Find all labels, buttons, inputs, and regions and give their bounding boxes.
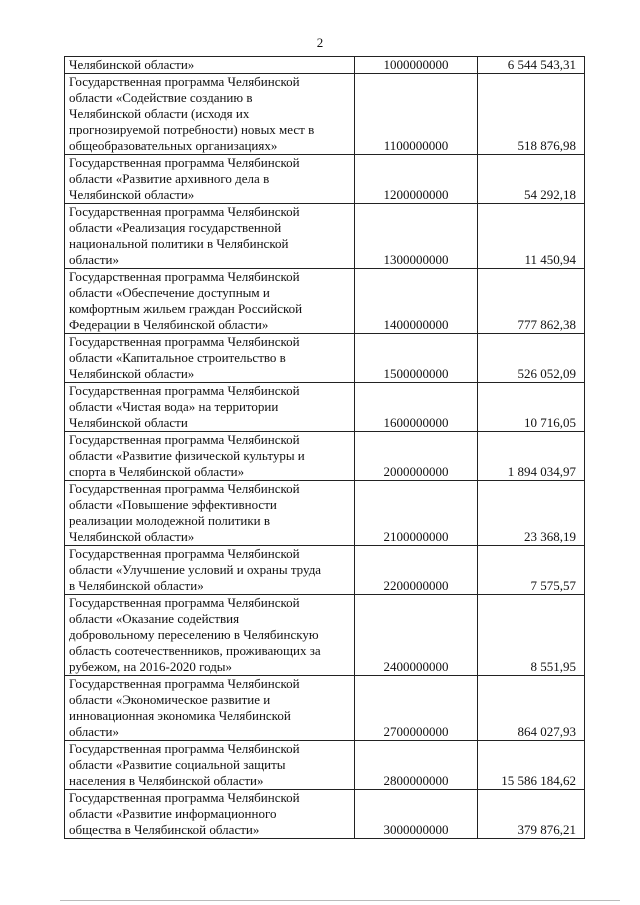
- program-name-line: Федерации в Челябинской области»: [69, 317, 269, 332]
- program-code: 1500000000: [383, 366, 449, 381]
- table-row: [65, 595, 585, 676]
- program-name-cell: [65, 432, 355, 481]
- program-code-cell: [355, 74, 478, 155]
- amount-value: 864 027,93: [517, 724, 576, 739]
- program-name-line: области «Капитальное строительство в: [69, 350, 286, 365]
- program-code-cell: [355, 204, 478, 269]
- program-name-line: рубежом, на 2016-2020 годы»: [69, 659, 233, 674]
- program-name-line: Государственная программа Челябинской: [69, 481, 300, 496]
- program-name-line: области «Развитие физической культуры и: [69, 448, 305, 463]
- program-name-line: Челябинской области: [69, 415, 188, 430]
- program-name-line: инновационная экономика Челябинской: [69, 708, 291, 723]
- program-name-line: Челябинской области»: [69, 529, 195, 544]
- program-name-line: области «Экономическое развитие и: [69, 692, 271, 707]
- amount-cell: [478, 790, 585, 839]
- program-name-line: Государственная программа Челябинской: [69, 432, 300, 447]
- program-name-cell: [65, 595, 355, 676]
- program-code-cell: [355, 57, 478, 74]
- amount-value: 15 586 184,62: [501, 773, 576, 788]
- program-code-cell: [355, 676, 478, 741]
- program-code-cell: [355, 383, 478, 432]
- program-name-line: область соотечественников, проживающих за: [69, 643, 321, 658]
- program-name-line: комфортным жильем граждан Российской: [69, 301, 303, 316]
- amount-value: 7 575,57: [530, 578, 576, 593]
- program-name-line: Государственная программа Челябинской: [69, 155, 300, 170]
- program-code-cell: [355, 595, 478, 676]
- program-name-line: области «Развитие информационного: [69, 806, 277, 821]
- program-name-line: области «Оказание содействия: [69, 611, 240, 626]
- table-row: [65, 74, 585, 155]
- program-name-line: Государственная программа Челябинской: [69, 790, 300, 805]
- amount-cell: [478, 595, 585, 676]
- table-row: [65, 155, 585, 204]
- program-name-line: Государственная программа Челябинской: [69, 269, 300, 284]
- program-name-line: Государственная программа Челябинской: [69, 741, 300, 756]
- program-name-line: населения в Челябинской области»: [69, 773, 264, 788]
- program-name-line: области «Повышение эффективности: [69, 497, 277, 512]
- program-code: 2000000000: [383, 464, 449, 479]
- program-code: 1400000000: [383, 317, 449, 332]
- amount-value: 518 876,98: [517, 138, 576, 153]
- amount-value: 6 544 543,31: [507, 57, 576, 72]
- table-row: [65, 383, 585, 432]
- table-row: [65, 334, 585, 383]
- program-name-line: Челябинской области»: [69, 187, 195, 202]
- program-name-line: области «Развитие архивного дела в: [69, 171, 270, 186]
- program-code-cell: [355, 741, 478, 790]
- program-name-line: Государственная программа Челябинской: [69, 595, 300, 610]
- amount-cell: [478, 546, 585, 595]
- amount-value: 10 716,05: [524, 415, 576, 430]
- program-code: 1200000000: [383, 187, 449, 202]
- program-code: 1000000000: [383, 57, 449, 72]
- program-code-cell: [355, 481, 478, 546]
- program-name-cell: [65, 204, 355, 269]
- program-code-cell: [355, 334, 478, 383]
- program-name-line: добровольному переселению в Челябинскую: [69, 627, 319, 642]
- program-name-line: прогнозируемой потребности) новых мест в: [69, 122, 315, 137]
- amount-cell: [478, 676, 585, 741]
- program-name-line: Государственная программа Челябинской: [69, 204, 300, 219]
- program-code-cell: [355, 432, 478, 481]
- program-name-line: области «Содействие созданию в: [69, 90, 253, 105]
- program-name-line: Государственная программа Челябинской: [69, 74, 300, 89]
- program-code-cell: [355, 790, 478, 839]
- amount-value: 8 551,95: [530, 659, 576, 674]
- program-code: 2700000000: [383, 724, 449, 739]
- program-name-cell: [65, 790, 355, 839]
- program-name-line: области»: [69, 724, 119, 739]
- program-code: 2800000000: [383, 773, 449, 788]
- amount-value: 379 876,21: [517, 822, 576, 837]
- table-row: [65, 269, 585, 334]
- program-name-line: реализации молодежной политики в: [69, 513, 271, 528]
- program-name-line: Челябинской области»: [69, 366, 195, 381]
- program-code-cell: [355, 269, 478, 334]
- program-code: 1100000000: [383, 138, 449, 153]
- amount-value: 526 052,09: [517, 366, 576, 381]
- table-row: [65, 204, 585, 269]
- program-name-cell: [65, 546, 355, 595]
- program-name-line: национальной политики в Челябинской: [69, 236, 289, 251]
- program-name-line: общеобразовательных организациях»: [69, 138, 278, 153]
- amount-cell: [478, 57, 585, 74]
- program-name-line: Государственная программа Челябинской: [69, 334, 300, 349]
- page-number: 2: [316, 35, 324, 50]
- amount-cell: [478, 269, 585, 334]
- program-name-line: области «Улучшение условий и охраны труда: [69, 562, 322, 577]
- program-name-cell: [65, 155, 355, 204]
- amount-value: 54 292,18: [524, 187, 576, 202]
- amount-cell: [478, 334, 585, 383]
- program-name-cell: [65, 383, 355, 432]
- program-name-line: в Челябинской области»: [69, 578, 204, 593]
- table-row: [65, 546, 585, 595]
- program-code: 2200000000: [383, 578, 449, 593]
- amount-value: 1 894 034,97: [507, 464, 576, 479]
- amount-value: 23 368,19: [524, 529, 576, 544]
- program-code: 2400000000: [383, 659, 449, 674]
- program-name-line: области «Развитие социальной защиты: [69, 757, 286, 772]
- amount-cell: [478, 741, 585, 790]
- amount-value: 777 862,38: [517, 317, 576, 332]
- program-name-line: области «Обеспечение доступным и: [69, 285, 270, 300]
- amount-cell: [478, 432, 585, 481]
- program-name-line: области «Реализация государственной: [69, 220, 282, 235]
- budget-table: [64, 56, 585, 839]
- program-name-cell: [65, 676, 355, 741]
- program-name-line: спорта в Челябинской области»: [69, 464, 245, 479]
- program-name-line: Челябинской области (исходя их: [69, 106, 250, 121]
- program-name-line: Государственная программа Челябинской: [69, 546, 300, 561]
- program-name-cell: [65, 269, 355, 334]
- table-row: [65, 481, 585, 546]
- program-name-line: области «Чистая вода» на территории: [69, 399, 279, 414]
- program-code: 1600000000: [383, 415, 449, 430]
- program-code: 2100000000: [383, 529, 449, 544]
- table-row: [65, 790, 585, 839]
- amount-value: 11 450,94: [524, 252, 576, 267]
- scan-edge-line: [60, 900, 620, 901]
- amount-cell: [478, 383, 585, 432]
- table-row: [65, 676, 585, 741]
- program-name-line: общества в Челябинской области»: [69, 822, 260, 837]
- table-body: [65, 57, 585, 839]
- program-code: 1300000000: [383, 252, 449, 267]
- table-row: [65, 741, 585, 790]
- table-row: [65, 432, 585, 481]
- amount-cell: [478, 481, 585, 546]
- program-name-line: Государственная программа Челябинской: [69, 676, 300, 691]
- program-name-line: Челябинской области»: [69, 57, 195, 72]
- program-name-line: области»: [69, 252, 119, 267]
- program-name-cell: [65, 74, 355, 155]
- program-code-cell: [355, 546, 478, 595]
- amount-cell: [478, 204, 585, 269]
- program-name-cell: [65, 741, 355, 790]
- program-name-cell: [65, 57, 355, 74]
- program-name-line: Государственная программа Челябинской: [69, 383, 300, 398]
- amount-cell: [478, 74, 585, 155]
- program-code: 3000000000: [383, 822, 449, 837]
- program-code-cell: [355, 155, 478, 204]
- table-row: [65, 57, 585, 74]
- program-name-cell: [65, 481, 355, 546]
- program-name-cell: [65, 334, 355, 383]
- amount-cell: [478, 155, 585, 204]
